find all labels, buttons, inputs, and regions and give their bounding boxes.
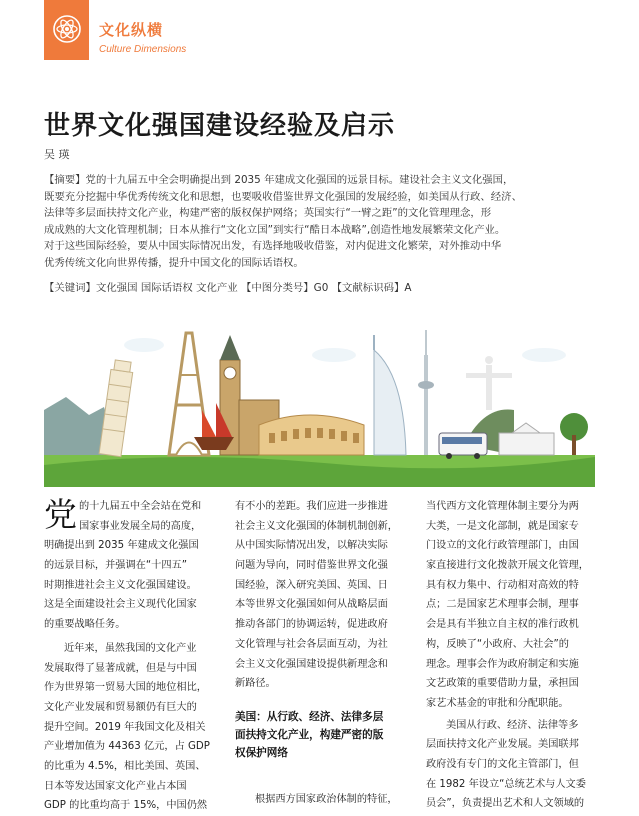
text-line: 社会主义文化强国的体制机制创新， [235,520,398,532]
text-line: 的重要战略任务。 [44,619,126,631]
article-title: 世界文化强国建设经验及启示 [44,111,396,141]
text-line: GDP 的比重均高于 15%，中国仍然 [44,800,208,812]
paragraph [426,497,606,714]
text-line: 根据西方国家政治体制的特征， [255,793,398,805]
text-line: 国家事业发展全局的高度， [79,520,202,532]
body-column-2 [235,497,415,810]
subheading-line: 权保护网络 [235,746,288,759]
text-line: 美国从行政、经济、法律等多 [446,719,579,731]
paragraph [235,497,415,694]
text-line: 产业增加值为 44363 亿元，占 GDP [44,741,210,753]
body-column-3 [426,497,606,814]
text-line: 的十九届五中全会站在党和 [79,501,202,512]
article-author: 吴 瑛 [44,148,70,161]
abstract-line: 优秀传统文化向世界传播，提升中国文化的国际话语权。 [44,256,304,269]
text-line: 文艺政策的重要借助力量，承担国 [426,678,579,690]
cn-tower [418,330,434,455]
text-line: 家直接进行文化拨款开展文化管理， [426,560,589,572]
text-line: 大类，一是文化部制，就是国家专 [426,520,579,532]
paragraph [235,790,415,810]
text-line: 家艺术基金的审批和分配职能。 [426,697,569,709]
abstract-line: 法律等多层面扶持文化产业，构建严密的版权保护网络；英国实行“一臂之距”的文化管理理念，形 [44,207,492,220]
atom-icon [52,14,82,44]
text-line: 的远景目标，并强调在“十四五” [44,560,187,572]
tree [560,413,588,455]
body-column-1 [44,497,224,816]
text-line: 问题为导向，同时借鉴世界文化强 [235,560,388,572]
text-line: 文化管理与社会各层面互动，为社 [235,638,388,650]
text-line: 从中国实际情况出发，以解决实际 [235,540,388,552]
text-line: 文化产业发展和贸易额仍有巨大的 [44,701,197,713]
paragraph [44,639,224,816]
dropcap: 党 [44,495,77,534]
keywords: 【关键词】文化强国 国际话语权 文化产业 【中图分类号】G0 【文献标识码】A [44,282,412,294]
text-line: 层面扶持文化产业发展。美国联邦 [426,739,579,751]
burj-al-arab [374,335,406,455]
section-title: 文化纵横 [99,21,164,39]
paragraph [44,497,224,635]
text-line: 理念。理事会作为政府制定和实施 [426,658,579,670]
text-line: 这是全面建设社会主义现代化国家 [44,599,197,611]
text-line: 作为世界第一贸易大国的地位相比， [44,682,207,694]
text-line: 推动各部门的协调运转，促进政府 [235,619,388,631]
text-line: 点；二是国家艺术理事会制，理事 [426,599,579,611]
cloud [312,348,356,362]
text-line: 当代西方文化管理体制主要分为两 [426,501,579,512]
cloud [124,338,164,352]
text-line: 新路径。 [235,678,276,690]
text-line: 在 1982 年设立“总统艺术与人文委 [426,778,586,790]
paragraph [426,716,606,814]
text-line: 明确提出到 2035 年建成文化强国 [44,540,199,552]
text-line: 会是具有半独立自主权的准行政机 [426,619,579,631]
text-line: 具有权力集中、行动相对高效的特 [426,579,579,591]
section-subtitle: Culture Dimensions [99,44,187,55]
section-badge [44,0,89,60]
abstract [44,172,596,272]
colosseum [259,415,364,455]
text-line: 会主义文化强国建设提供新理念和 [235,658,388,670]
subheading-line: 面扶持文化产业，构建严密的版 [235,728,384,741]
abstract-line: 【摘要】党的十九届五中全会明确提出到 2035 年建成文化强国的远景目标。建设社会主义文化强国， [44,174,514,186]
abstract-line: 成成熟的大文化管理机制；日本从推行“文化立国”到实行“酷日本战略”,创造性地发展繁荣文化产业。 [44,223,506,236]
text-line: 构，反映了“小政府、大社会”的 [426,638,569,650]
text-line: 国经验，深入研究美国、英国、日 [235,579,388,591]
subheading-line: 美国：从行政、经济、法律多层 [235,710,384,723]
abstract-line: 对于这些国际经验，要从中国实际情况出发，有选择地吸收借鉴，对内促进文化繁荣，对外推动中华 [44,240,502,253]
text-line: 本等世界文化强国如何从战略层面 [235,599,388,611]
text-line: 有不小的差距。我们应进一步推进 [235,501,388,512]
world-landmarks-illustration [44,315,595,487]
text-line: 员会”，负责提出艺术和人文领域的 [426,798,585,810]
text-line: 近年来，虽然我国的文化产业 [64,642,197,654]
text-line: 提升空间。2019 年我国文化及相关 [44,721,206,733]
abstract-line: 既要充分挖掘中华优秀传统文化和思想，也要吸收借鉴世界文化强国的发展经验，如美国从行政、经济、 [44,190,522,203]
text-line: 日本等发达国家文化产业占本国 [44,780,187,792]
text-line: 时期推进社会主义文化强国建设。 [44,579,197,591]
tour-bus [439,433,487,459]
text-line: 的比重为 4.5%，相比美国、英国、 [44,760,206,772]
text-line: 发展取得了显著成就，但是与中国 [44,662,197,674]
text-line: 政府没有专门的文化主管部门，但 [426,758,579,770]
section-subheading [235,708,415,762]
cloud [522,348,566,362]
leaning-tower-of-pisa [99,360,134,457]
text-line: 门设立的文化行政管理部门，由国 [426,540,579,552]
